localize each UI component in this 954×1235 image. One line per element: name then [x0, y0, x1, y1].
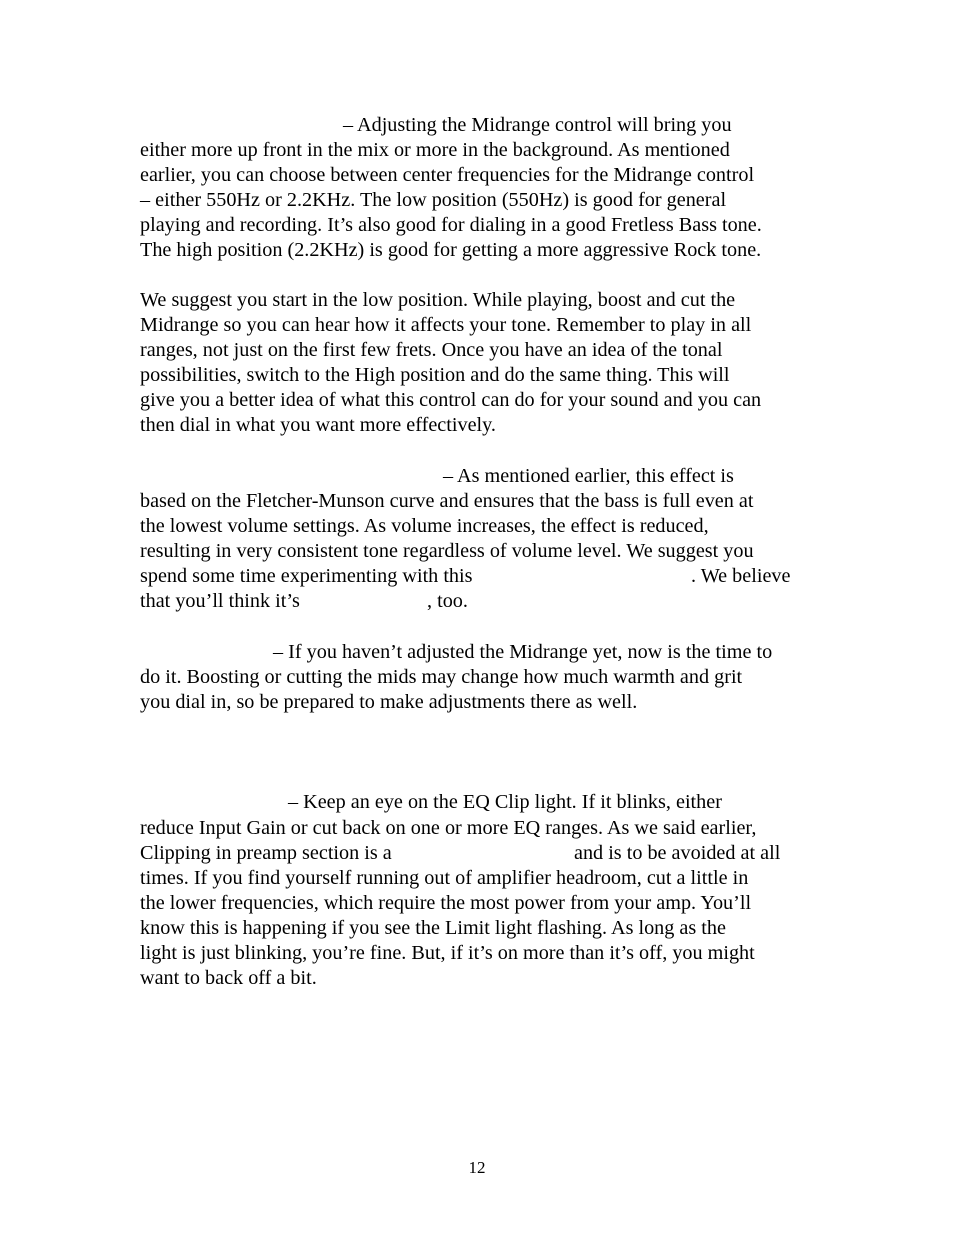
text-line: and is to be avoided at all	[574, 842, 781, 864]
text-line: – Adjusting the Midrange control will bring you	[343, 114, 732, 136]
text-line: resulting in very consistent tone regardless of volume level. We suggest you	[140, 540, 754, 562]
text-line: Clipping in preamp section is a	[140, 842, 392, 864]
text-line: want to back off a bit.	[140, 967, 317, 989]
text-line: the lowest volume settings. As volume increases, the effect is reduced,	[140, 515, 709, 537]
text-line: reduce Input Gain or cut back on one or more EQ ranges. As we said earlier,	[140, 817, 757, 839]
text-line: based on the Fletcher-Munson curve and ensures that the bass is full even at	[140, 490, 754, 512]
page-number: 12	[468, 1158, 486, 1177]
text-line: spend some time experimenting with this	[140, 565, 473, 587]
text-line: either more up front in the mix or more in the background. As mentioned	[140, 139, 730, 161]
text-line: give you a better idea of what this control can do for your sound and you can	[140, 389, 762, 411]
text-line: times. If you find yourself running out of amplifier headroom, cut a little in	[140, 867, 749, 889]
text-line: – Keep an eye on the EQ Clip light. If it blinks, either	[288, 791, 722, 813]
text-line: . We believe	[691, 565, 791, 587]
text-line: earlier, you can choose between center frequencies for the Midrange control	[140, 164, 755, 186]
text-line: you dial in, so be prepared to make adjustments there as well.	[140, 691, 638, 713]
text-line: We suggest you start in the low position. While playing, boost and cut the	[140, 289, 736, 311]
text-line: do it. Boosting or cutting the mids may change how much warmth and grit	[140, 666, 743, 688]
text-line: Midrange so you can hear how it affects your tone. Remember to play in all	[140, 314, 752, 336]
text-line: that you’ll think it’s	[140, 590, 300, 612]
text-line: the lower frequencies, which require the most power from your amp. You’ll	[140, 892, 752, 914]
text-line: light is just blinking, you’re fine. But, if it’s on more than it’s off, you might	[140, 942, 755, 964]
text-line: know this is happening if you see the Limit light flashing. As long as the	[140, 917, 726, 939]
text-line: – As mentioned earlier, this effect is	[443, 465, 734, 487]
text-line: – If you haven’t adjusted the Midrange yet, now is the time to	[273, 641, 773, 663]
text-line: , too.	[427, 590, 468, 612]
text-line: then dial in what you want more effectively.	[140, 414, 496, 436]
text-line: The high position (2.2KHz) is good for getting a more aggressive Rock tone.	[140, 239, 762, 261]
text-line: possibilities, switch to the High position and do the same thing. This will	[140, 364, 730, 386]
text-line: playing and recording. It’s also good for dialing in a good Fretless Bass tone.	[140, 214, 762, 236]
text-line: – either 550Hz or 2.2KHz. The low position (550Hz) is good for general	[140, 189, 727, 211]
text-line: ranges, not just on the first few frets. Once you have an idea of the tonal	[140, 339, 723, 361]
